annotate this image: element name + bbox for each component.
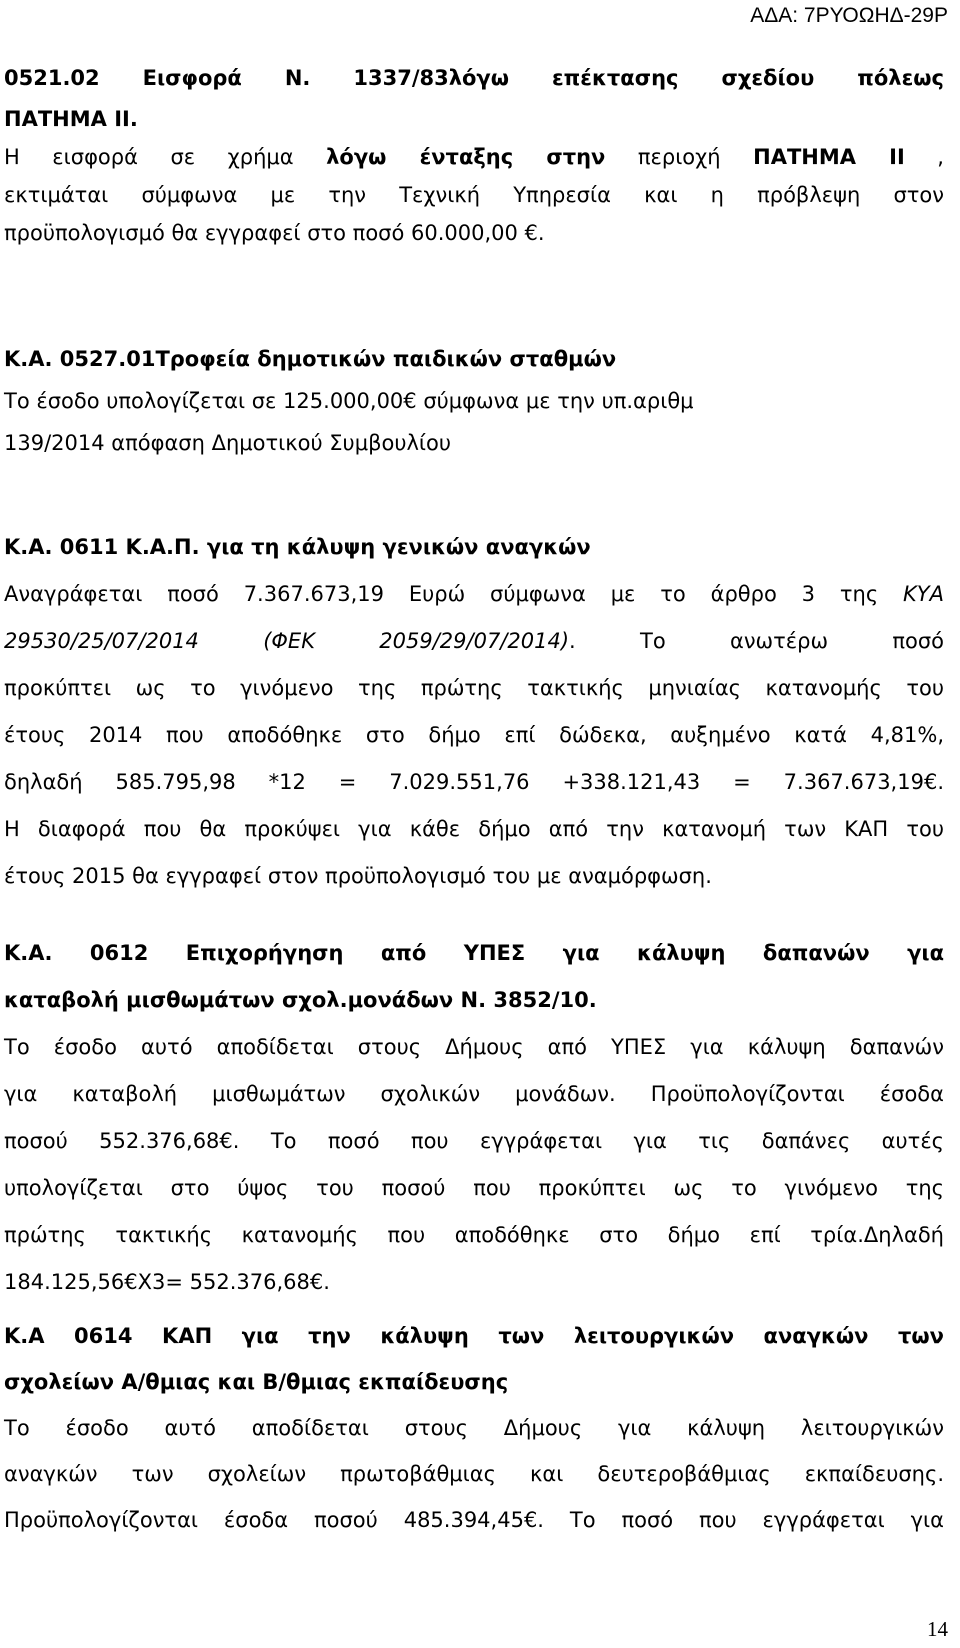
- paragraph-line: έτους 2015 θα εγγραφεί στον προϋπολογισμό του με αναμόρφωση.: [4, 864, 712, 888]
- section-title: 0521.02 Εισφορά Ν. 1337/83λόγω επέκτασης σχεδίου πόλεως: [4, 66, 944, 90]
- paragraph-line: για καταβολή μισθωμάτων σχολικών μονάδων. Προϋπολογίζονται έσοδα: [4, 1082, 944, 1106]
- italic-text: 29530/25/07/2014 (ΦΕΚ 2059/29/07/2014): [4, 629, 570, 653]
- text-run: περιοχή: [605, 145, 754, 169]
- page-number: 14: [927, 1617, 948, 1641]
- paragraph-line: ποσού 552.376,68€. Το ποσό που εγγράφεται για τις δαπάνες αυτές: [4, 1129, 944, 1153]
- paragraph-line: Το έσοδο αυτό αποδίδεται στους Δήμους από ΥΠΕΣ για κάλυψη δαπανών: [4, 1035, 944, 1059]
- text-run: Αναγράφεται ποσό 7.367.673,19 Ευρώ σύμφωνα με το άρθρο 3 της: [4, 582, 904, 606]
- paragraph-line: αναγκών των σχολείων πρωτοβάθμιας και δευτεροβάθμιας εκπαίδευσης.: [4, 1462, 944, 1486]
- paragraph-line: [4, 571, 944, 618]
- paragraph-line: Η διαφορά που θα προκύψει για κάθε δήμο από την κατανομή των ΚΑΠ του: [4, 817, 944, 841]
- paragraph-line: Το έσοδο αυτό αποδίδεται στους Δήμους για κάλυψη λειτουργικών: [4, 1416, 944, 1440]
- emphasis-text: λόγω ένταξης στην: [326, 145, 606, 169]
- paragraph-line: Προϋπολογίζονται έσοδα ποσού 485.394,45€. Το ποσό που εγγράφεται για: [4, 1508, 944, 1532]
- section-0521-02: [4, 56, 944, 252]
- italic-text: ΚΥΑ: [903, 582, 944, 606]
- section-0612: [4, 930, 944, 1306]
- paragraph-line: δηλαδή 585.795,98 *12 = 7.029.551,76 +338.121,43 = 7.367.673,19€.: [4, 770, 944, 794]
- paragraph-line: υπολογίζεται στο ύψος του ποσού που προκύπτει ως το γινόμενο της: [4, 1176, 944, 1200]
- paragraph-line: προκύπτει ως το γινόμενο της πρώτης τακτικής μηνιαίας κατανομής του: [4, 676, 944, 700]
- paragraph-line: [4, 138, 944, 176]
- emphasis-text: ΠΑΤΗΜΑ ΙΙ: [753, 145, 905, 169]
- text-run: Η εισφορά σε χρήμα: [4, 145, 327, 169]
- section-title: Κ.Α. 0527.01Τροφεία δημοτικών παιδικών σταθμών: [4, 347, 617, 371]
- section-title: Κ.Α. 0612 Επιχορήγηση από ΥΠΕΣ για κάλυψη δαπανών για: [4, 941, 944, 965]
- section-title-continued: καταβολή μισθωμάτων σχολ.μονάδων Ν. 3852/10.: [4, 988, 597, 1012]
- document-body: [4, 56, 944, 1532]
- section-title-continued: ΠΑΤΗΜΑ ΙΙ.: [4, 107, 138, 131]
- paragraph-line: [4, 618, 944, 665]
- section-title-continued: σχολείων Α/θμιας και Β/θμιας εκπαίδευσης: [4, 1370, 509, 1394]
- paragraph-line: προϋπολογισμό θα εγγραφεί στο ποσό 60.000,00 €.: [4, 221, 545, 245]
- section-title: Κ.Α. 0611 Κ.Α.Π. για τη κάλυψη γενικών αναγκών: [4, 535, 591, 559]
- paragraph-line: πρώτης τακτικής κατανομής που αποδόθηκε στο δήμο επί τρία.Δηλαδή: [4, 1223, 944, 1247]
- paragraph-line: Το έσοδο υπολογίζεται σε 125.000,00€ σύμφωνα με την υπ.αριθμ: [4, 389, 694, 413]
- paragraph-line: 184.125,56€Χ3= 552.376,68€.: [4, 1270, 330, 1294]
- section-title: Κ.Α 0614 ΚΑΠ για την κάλυψη των λειτουργικών αναγκών των: [4, 1324, 944, 1348]
- section-0611: [4, 524, 944, 900]
- text-run: ,: [904, 145, 944, 169]
- paragraph-line: 139/2014 απόφαση Δημοτικού Συμβουλίου: [4, 431, 451, 455]
- document-ada-code: ΑΔΑ: 7ΡΥΟΩΗΔ-29Ρ: [750, 4, 948, 27]
- paragraph-line: εκτιμάται σύμφωνα με την Τεχνική Υπηρεσία και η πρόβλεψη στον: [4, 183, 944, 207]
- paragraph-line: έτους 2014 που αποδόθηκε στο δήμο επί δώδεκα, αυξημένο κατά 4,81%,: [4, 723, 944, 747]
- section-0614: [4, 1313, 944, 1543]
- text-run: . Το ανωτέρω ποσό: [569, 629, 944, 653]
- section-0527-01: [4, 338, 944, 464]
